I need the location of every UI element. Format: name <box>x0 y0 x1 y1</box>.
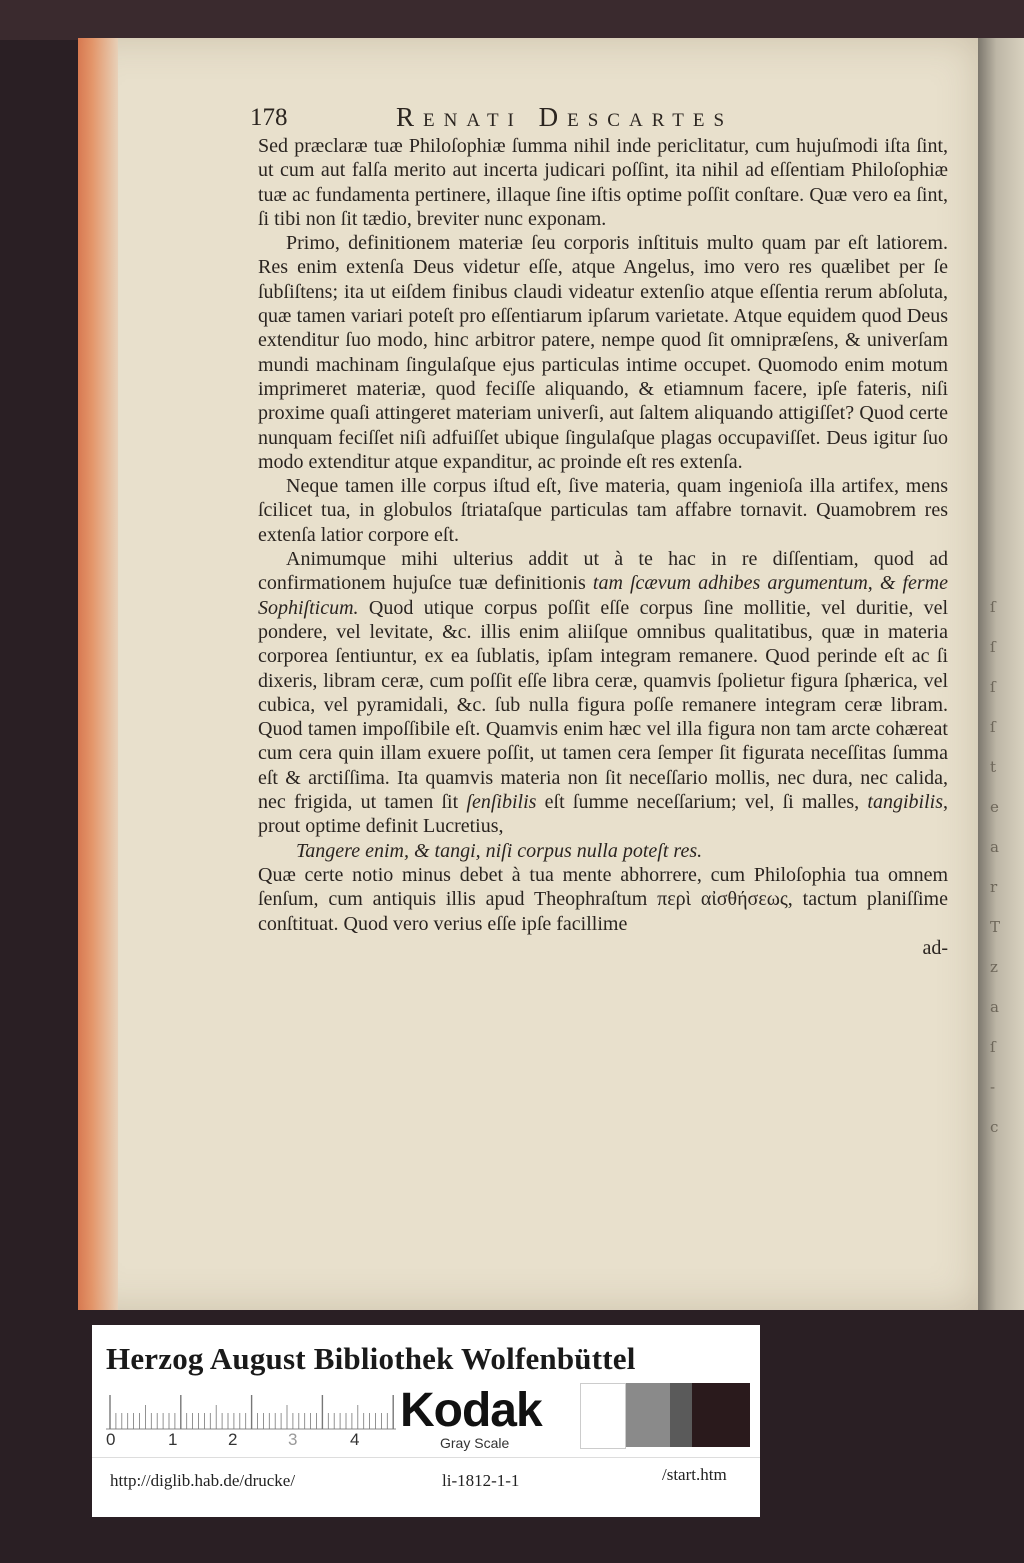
facing-page-glyph: z <box>990 958 998 976</box>
paragraph-2: Primo, definitionem materiæ ſeu corporis inſtituis multo quam par eſt latiorem. Res enim extenſa Deus videtur eſſe, atque Angelus, imo vero res quælibet per ſe ſubſiſtens; ita ut eiſdem finibus claudi videatur extenſio atque eſſentia rerum abſoluta, quæ tamen variari poteſt pro eſſentiarum ipſarum varietate. Atque equidem quod Deus extenditur ſuo modo, hinc arbitror patere, nempe quod ſit omnipræſens, & univerſam mundi machinam ſingulaſque ejus particulas intime occupet. Quomodo enim motum imprimeret materiæ, quod feciſſe aliquando, & etiamnum facere, ipſe fateris, niſi proxime quaſi attingeret materiam univerſi, aut ſaltem aliquando attigiſſet? Quod certe nunquam feciſſet niſi adfuiſſet ubique ſingulaſque plagas occupaviſſet. Deus igitur ſuo modo extenditur atque expanditur, ac proinde eſt res extenſa. <box>258 232 948 473</box>
gray-swatch-black <box>692 1383 750 1447</box>
page-body-text <box>258 134 948 960</box>
verse-quotation: Tangere enim, & tangi, niſi corpus nulla poteſt res. <box>296 839 703 862</box>
paragraph-4-part-a: Animumque mihi ulterius addit ut à te hac in re diſſentiam, quod ad confirmationem hujuſce tuæ definitionis <box>258 548 948 595</box>
paragraph-4-part-d: , prout optime definit Lucretius, <box>258 791 948 838</box>
gray-swatch-dark <box>670 1383 692 1447</box>
facing-page-glyph: a <box>990 838 999 856</box>
facing-page-glyph: ſ <box>990 598 996 616</box>
facing-page-glyph: ſ <box>990 718 996 736</box>
facing-page-strip <box>978 38 1024 1310</box>
facing-page-glyph: ſ <box>990 1038 996 1056</box>
facing-page-glyph: t <box>990 758 997 776</box>
card-divider <box>92 1457 760 1458</box>
paragraph-4-emphasis-3: tangibilis <box>867 791 943 814</box>
paragraph-4 <box>258 547 948 839</box>
start-page-link: /start.htm <box>662 1465 727 1484</box>
brand-logo: Kodak <box>400 1384 542 1437</box>
paragraph-3: Neque tamen ille corpus iſtud eſt, ſive materia, quam ingenioſa illa artifex, mens ſcilicet tua, in globulos ſtriataſque particulas tam affabre tornavit. Quamobrem res extenſa latior corpore eſt. <box>258 475 948 546</box>
facing-page-glyph: - <box>990 1078 996 1096</box>
shelfmark: li-1812-1-1 <box>442 1471 520 1490</box>
ruler-label-0: 0 <box>106 1430 116 1449</box>
facing-page-glyph: c <box>990 1118 999 1136</box>
facing-page-glyph: ſ <box>990 678 996 696</box>
paragraph-4-emphasis-2: ſenſibilis <box>466 791 537 814</box>
page-number: 178 <box>250 104 288 131</box>
gray-swatch-white <box>580 1383 626 1449</box>
ruler-label-3: 3 <box>288 1430 298 1449</box>
page-gutter-edge <box>78 38 118 1310</box>
ruler-label-1: 1 <box>168 1430 178 1449</box>
scan-background <box>0 0 1024 40</box>
paragraph-4-part-b: Quod utique corpus poſſit eſſe corpus ſine mollitie, vel duritie, vel pondere, vel levitate, &c. illis enim aliiſque omnibus qualitatibus, quæ in materia corporea ſentiuntur, ex ea ſublatis, ipſam integram remanere. Quod perinde eſt ac ſi dixeris, libram ceræ, cum poſſit eſſe libra ceræ, quamvis ſpolietur figura ſphærica, vel cubica, vel pyramidali, &c. ſub nulla figura poſſe remanere integram ceræ libram. Quod tamen impoſſibile eſt. Quamvis enim hæc vel illa figura non tam arcte cohæreat cum cera quin illam exuere poſſit, ut tamen cera ſemper ſit figurata neceſſitas ſumma eſt & arctiſſima. Ita quamvis materia non ſit neceſſario mollis, nec dura, nec calida, nec frigida, ut tamen ſit <box>258 596 949 814</box>
gray-scale-label: Gray Scale <box>440 1435 510 1451</box>
facing-page-glyph: T <box>990 918 1001 936</box>
page-header <box>250 102 950 138</box>
paragraph-4-emphasis-1: tam ſcævum adhibes argumentum, & ferme Sophiſticum. <box>258 572 949 619</box>
paragraph-1: Sed præclaræ tuæ Philoſophiæ ſumma nihil inde periclitatur, cum hujuſmodi iſta ſint, ut cum aut falſa merito aut incerta judicari poſſint, ita nihil ad eſſentiam Philoſophiæ tuæ ac fundamenta pertinere, illaque ſine iſtis optime poſſit conſtare. Quæ vero ea ſint, ſi tibi non ſit tædio, breviter nunc exponam. <box>258 135 948 230</box>
institution-name: Herzog August Bibliothek Wolfenbüttel <box>106 1341 636 1376</box>
facing-page-glyph: a <box>990 998 999 1016</box>
paragraph-5: Quæ certe notio minus debet à tua mente abhorrere, cum Philoſophia tua omnem ſenſum, cum antiquis illis apud Theophraſtum περὶ αἰσθήσεως, tactum planiſſime conſtituat. Quod vero verius eſſe ipſe facillime <box>258 863 948 935</box>
facing-page-glyph: ſ <box>990 638 996 656</box>
ruler-label-4: 4 <box>350 1430 360 1449</box>
facing-page-glyph: e <box>990 798 999 816</box>
paragraph-4-part-c: eſt ſumme neceſſarium; vel, ſi malles, <box>544 791 860 814</box>
source-url: http://diglib.hab.de/drucke/ <box>110 1471 296 1490</box>
facing-page-glyph: r <box>990 878 998 896</box>
color-target-card <box>92 1325 760 1517</box>
ruler-label-2: 2 <box>228 1430 238 1449</box>
running-title: Renati Descartes <box>396 102 734 132</box>
ruler-scale <box>106 1391 396 1431</box>
catchword: ad- <box>922 936 948 959</box>
ruler-labels <box>106 1430 406 1452</box>
gray-swatch-mid <box>626 1383 670 1447</box>
